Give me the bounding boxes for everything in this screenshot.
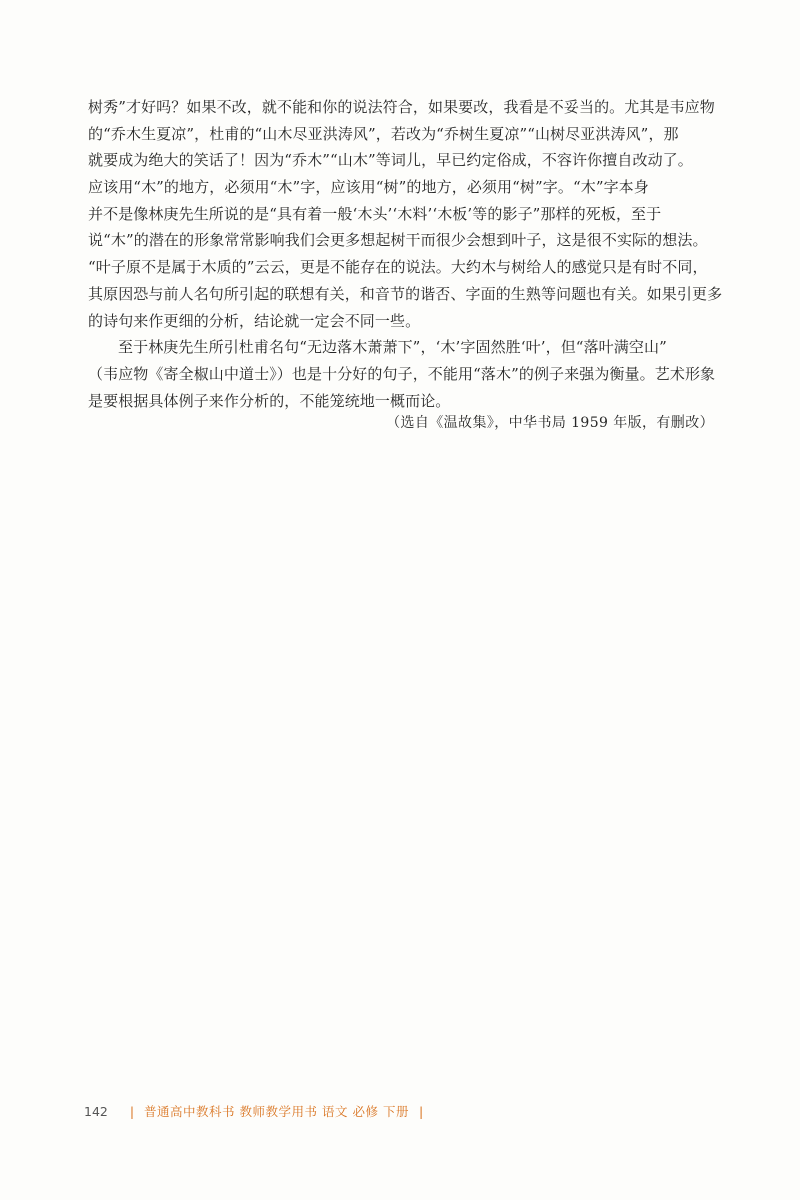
text-line: 应该用“木”的地方，必须用“木”字，应该用“树”的地方，必须用“树”字。“木”字本身 [88,178,649,197]
footer-separator-right: | [418,1104,424,1119]
text-line: （韦应物《寄全椒山中道士》）也是十分好的句子，不能用“落木”的例子来强为衡量。艺术形象 [88,364,716,383]
text-line: 的诗句来作更细的分析，结论就一定会不同一些。 [88,311,421,330]
paragraph-2 [88,334,724,414]
body-text [88,94,724,414]
text-line: 就要成为绝大的笑话了！因为“乔木”“山木”等词儿，早已约定俗成，不容许你擅自改动了。 [88,151,693,170]
text-line: 的“乔木生夏凉”，杜甫的“山木尽亚洪涛风”，若改为“乔树生夏凉”“山树尽亚洪涛风”，那 [88,124,679,143]
text-line: 并不是像林庚先生所说的是“具有着一般‘木头’‘木料’‘木板’等的影子”那样的死板，至于 [88,204,662,223]
footer-separator-left: | [129,1104,135,1119]
text-line: 树秀”才好吗？如果不改，就不能和你的说法符合，如果要改，我看是不妥当的。尤其是韦应物 [88,98,715,116]
paragraph-1 [88,94,724,334]
page-number: 142 [84,1104,108,1119]
page-footer [84,1102,429,1120]
text-line: 至于林庚先生所引杜甫名句“无边落木萧萧下”，‘木’字固然胜‘叶’，但“落叶满空山” [118,338,667,357]
book-title: 普通高中教科书 教师教学用书 语文 必修 下册 [144,1104,409,1119]
text-line: 说“木”的潜在的形象常常影响我们会更多想起树干而很少会想到叶子，这是很不实际的想法。 [88,231,708,250]
text-line: 其原因恐与前人名句所引起的联想有关，和音节的谐否、字面的生熟等问题也有关。如果引更多 [88,284,723,303]
text-line: 是要根据具体例子来作分析的，不能笼统地一概而论。 [88,391,451,410]
text-line: “叶子原不是属于木质的”云云，更是不能存在的说法。大约木与树给人的感觉只是有时不同， [88,258,708,277]
source-citation: （选自《温故集》，中华书局 1959 年版，有删改） [386,415,714,431]
